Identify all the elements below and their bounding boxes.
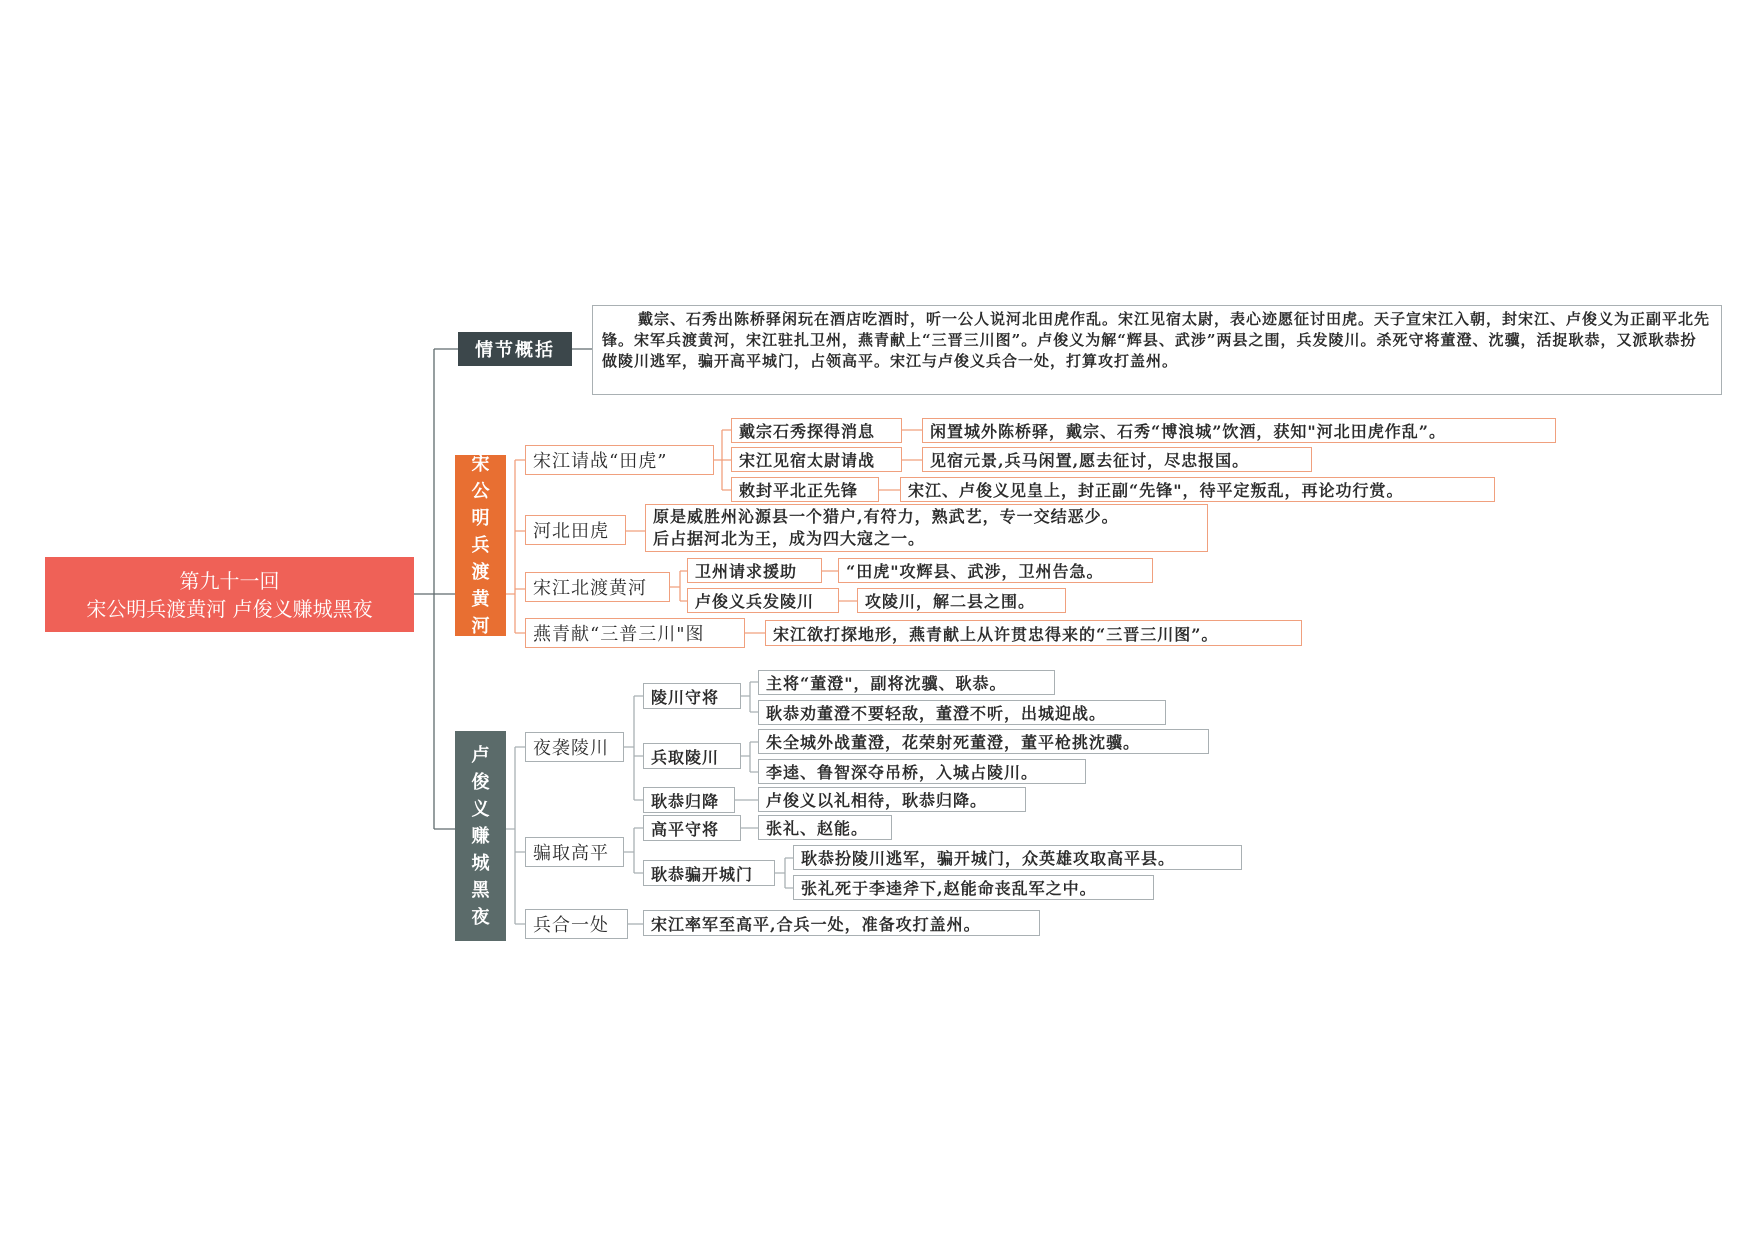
vertical-title-char: 夜: [471, 906, 490, 928]
detail-yanqing-map: 宋江欲打探地形，燕青献上从许贯忠得来的“三晋三川图”。: [765, 620, 1302, 646]
summary-text-box: [592, 305, 1722, 395]
detail-take-lingchuan-2: 李逵、鲁智深夺吊桥，入城占陵川。: [758, 759, 1086, 784]
node-night-raid-lingchuan[interactable]: 夜袭陵川: [525, 732, 624, 762]
node-hebei-tianhu[interactable]: 河北田虎: [525, 515, 626, 545]
detail-lu-junyi-lingchuan: 攻陵川，解二县之围。: [857, 588, 1066, 613]
detail-join-forces: 宋江率军至高平,合兵一处，准备攻打盖州。: [643, 910, 1040, 936]
detail-hebei-tianhu-line2: 后占据河北为王，成为四大寇之一。: [653, 529, 926, 548]
root-node[interactable]: [45, 557, 414, 632]
detail-gaoping-defenders: 张礼、赵能。: [758, 815, 892, 840]
vertical-title-char: 黑: [471, 879, 490, 901]
node-lu-junyi-lingchuan[interactable]: 卢俊义兵发陵川: [687, 588, 839, 613]
node-daizong-shixiu[interactable]: 戴宗石秀探得消息: [731, 418, 902, 443]
vertical-title-char: 赚: [471, 825, 490, 847]
vertical-title-char: 公: [471, 481, 490, 502]
node-gaoping-defenders[interactable]: 高平守将: [643, 815, 741, 841]
vertical-title-char: 兵: [471, 535, 490, 556]
node-enfeoff-vanguard[interactable]: 敕封平北正先锋: [731, 477, 879, 502]
detail-genggong-surrender: 卢俊义以礼相待，耿恭归降。: [758, 787, 1026, 812]
vertical-title-char: 俊: [471, 771, 490, 793]
node-trick-gaoping[interactable]: 骗取高平: [525, 837, 624, 867]
summary-text: 戴宗、石秀出陈桥驿闲玩在酒店吃酒时，听一公人说河北田虎作乱。宋江见宿太尉，表心迹愿征讨田虎。天子宣宋江入朝，封宋江、卢俊义为正副平北先锋。宋军兵渡黄河，宋江驻扎卫州，燕青献上“三晋三川图”。卢俊义为解“辉县、武涉”两县之围，兵发陵川。杀死守将董澄、沈骥，活捉耿恭，又派耿恭扮做陵川逃军，骗开高平城门，占领高平。宋江与卢俊义兵合一处，打算攻打盖州。: [602, 310, 1711, 370]
detail-hebei-tianhu-line1: 原是威胜州沁源县一个猎户,有符力，熟武艺，专一交结恶少。: [653, 507, 1119, 526]
vertical-title-char: 城: [471, 852, 490, 874]
node-lingchuan-defenders[interactable]: 陵川守将: [643, 683, 741, 709]
vertical-title-char: 渡: [471, 562, 490, 583]
vertical-title-char: 黄: [471, 589, 490, 610]
node-take-lingchuan[interactable]: 兵取陵川: [643, 743, 741, 769]
detail-lingchuan-defenders-2: 耿恭劝董澄不要轻敌，董澄不听，出城迎战。: [758, 700, 1166, 725]
root-title-line1: 第九十一回: [179, 568, 280, 593]
detail-enfeoff-vanguard: 宋江、卢俊义见皇上，封正副“先锋"，待平定叛乱，再论功行赏。: [900, 477, 1495, 502]
vertical-title-char: 明: [471, 508, 490, 529]
node-join-forces[interactable]: 兵合一处: [525, 909, 628, 939]
node-songjiang-request[interactable]: 宋江请战“田虎”: [525, 445, 714, 475]
vertical-title-char: 河: [471, 616, 490, 637]
summary-title[interactable]: 情节概括: [458, 332, 572, 366]
vertical-title-char: 宋: [471, 454, 490, 475]
detail-meet-su-taiwei: 见宿元景,兵马闲置,愿去征讨，尽忠报国。: [922, 447, 1312, 472]
node-gate-trick[interactable]: 耿恭骗开城门: [643, 860, 775, 886]
node-north-cross-river[interactable]: 宋江北渡黄河: [525, 572, 670, 602]
branch-title-lu-junyi[interactable]: [455, 731, 506, 941]
detail-take-lingchuan-1: 朱全城外战董澄，花荣射死董澄，董平枪挑沈骥。: [758, 729, 1209, 754]
vertical-title-char: 卢: [471, 744, 490, 766]
node-weizhou-request[interactable]: 卫州请求援助: [687, 558, 822, 583]
detail-lingchuan-defenders-1: 主将“董澄"，副将沈骥、耿恭。: [758, 670, 1055, 695]
detail-weizhou-request: “田虎"攻辉县、武涉，卫州告急。: [838, 558, 1153, 583]
detail-hebei-tianhu: [645, 504, 1208, 552]
detail-daizong-shixiu: 闲置城外陈桥驿，戴宗、石秀“博浪城”饮酒，获知"河北田虎作乱”。: [922, 418, 1556, 443]
vertical-title-char: 义: [471, 798, 490, 820]
node-meet-su-taiwei[interactable]: 宋江见宿太尉请战: [731, 447, 902, 472]
node-genggong-surrender[interactable]: 耿恭归降: [643, 787, 735, 813]
detail-gate-trick-1: 耿恭扮陵川逃军，骗开城门，众英雄攻取高平县。: [793, 845, 1242, 870]
node-yanqing-map[interactable]: 燕青献“三普三川"图: [525, 618, 745, 648]
detail-gate-trick-2: 张礼死于李逵斧下,赵能命丧乱军之中。: [793, 875, 1154, 900]
root-title-line2: 宋公明兵渡黄河 卢俊义赚城黑夜: [86, 596, 373, 621]
branch-title-song-gongming[interactable]: [455, 455, 506, 636]
